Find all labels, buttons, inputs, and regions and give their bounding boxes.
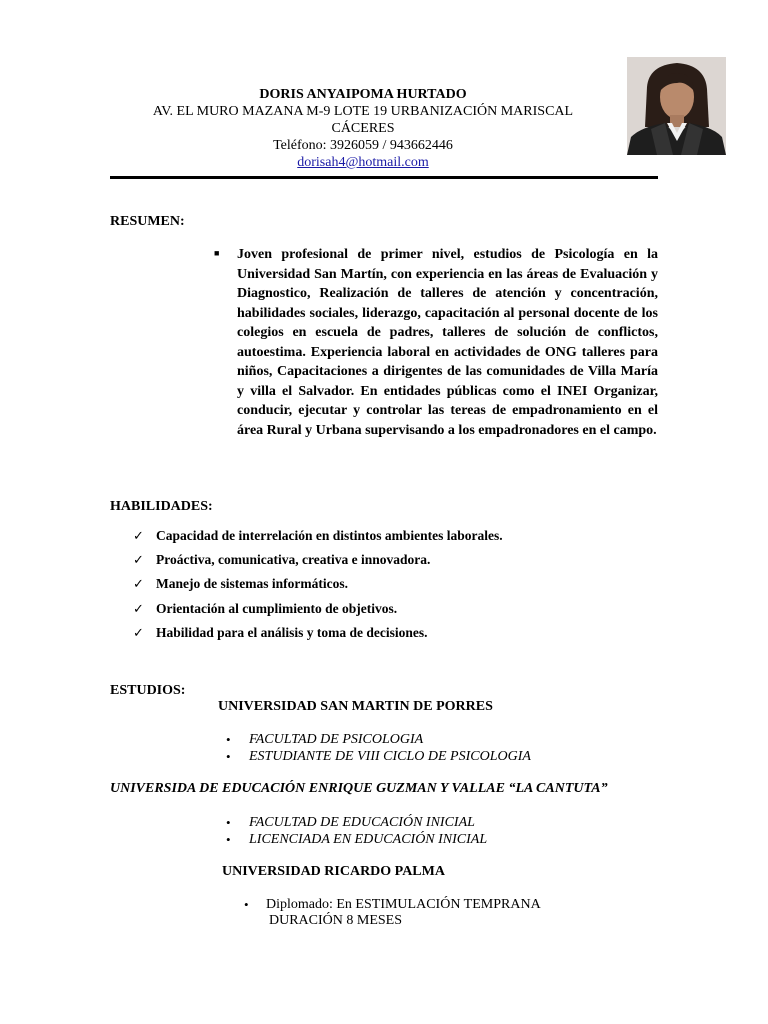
header-divider <box>110 176 658 179</box>
urp-title: UNIVERSIDAD RICARDO PALMA <box>222 864 445 879</box>
habilidades-list <box>133 528 633 649</box>
cv-header <box>120 86 606 171</box>
round-bullet-icon: • <box>226 832 231 847</box>
usmp-title: UNIVERSIDAD SAN MARTIN DE PORRES <box>218 699 493 714</box>
square-bullet-icon: ■ <box>214 248 220 258</box>
list-item: ✓ Manejo de sistemas informáticos. <box>133 576 348 592</box>
cantuta-title: UNIVERSIDA DE EDUCACIÓN ENRIQUE GUZMAN Y VALLAE “LA CANTUTA” <box>110 781 608 796</box>
profile-photo <box>627 57 726 155</box>
usmp-list <box>226 731 531 765</box>
list-item: ✓ Proáctiva, comunicativa, creativa e innovadora. <box>133 552 431 568</box>
duration-text: DURACIÓN 8 MESES <box>269 913 403 928</box>
estudios-heading: ESTUDIOS: <box>110 683 186 698</box>
checkmark-icon: ✓ <box>133 528 144 543</box>
list-item: • LICENCIADA EN EDUCACIÓN INICIAL <box>226 832 488 847</box>
round-bullet-icon: • <box>226 815 231 830</box>
checkmark-icon: ✓ <box>133 600 144 616</box>
round-bullet-icon: • <box>226 749 231 764</box>
checkmark-icon: ✓ <box>133 576 144 592</box>
checkmark-icon: ✓ <box>133 552 144 568</box>
resumen-paragraph: Joven profesional de primer nivel, estudios de Psicología en la Universidad San Martín, con experiencia en las áreas de Evaluación y Diagnostico, Realización de talleres de atención y concentración, habilidades sociales, liderazgo, capacitación al personal docente de los colegios en escuela de padres, talleres de solución de conflictos, autoestima. Experiencia laboral en actividades de ONG talleres para niños, Capacitaciones a dirigentes de las comunidades de Villa María y villa el Salvador. En entidades públicas como el INEI Organizar, conducir, ejecutar y controlar las tereas de empadronamiento en el área Rural y Urbana supervisando a los empadronadores en el campo. <box>237 247 658 438</box>
list-item: ✓ Orientación al cumplimiento de objetivos. <box>133 600 398 616</box>
list-item: • Diplomado: En ESTIMULACIÓN TEMPRANA <box>244 897 541 912</box>
resumen-heading: RESUMEN: <box>110 214 185 229</box>
email-link[interactable]: dorisah4@hotmail.com <box>297 155 429 170</box>
list-item: ✓ Habilidad para el análisis y toma de decisiones. <box>133 624 428 640</box>
cantuta-list <box>226 814 487 848</box>
list-item: • FACULTAD DE EDUCACIÓN INICIAL <box>226 815 475 830</box>
list-item: ✓ Capacidad de interrelación en distintos ambientes laborales. <box>133 528 503 543</box>
habilidades-heading: HABILIDADES: <box>110 499 213 514</box>
list-item: • ESTUDIANTE DE VIII CICLO DE PSICOLOGIA <box>226 749 531 764</box>
list-item: • FACULTAD DE PSICOLOGIA <box>226 732 424 747</box>
round-bullet-icon: • <box>244 897 249 912</box>
address-line-2: CÁCERES <box>331 121 395 136</box>
phone-line: Teléfono: 3926059 / 943662446 <box>273 138 453 153</box>
round-bullet-icon: • <box>226 732 231 747</box>
urp-list <box>244 897 541 929</box>
checkmark-icon: ✓ <box>133 624 144 640</box>
candidate-name: DORIS ANYAIPOMA HURTADO <box>259 87 467 102</box>
address-line-1: AV. EL MURO MAZANA M-9 LOTE 19 URBANIZACIÓN MARISCAL <box>152 104 574 119</box>
